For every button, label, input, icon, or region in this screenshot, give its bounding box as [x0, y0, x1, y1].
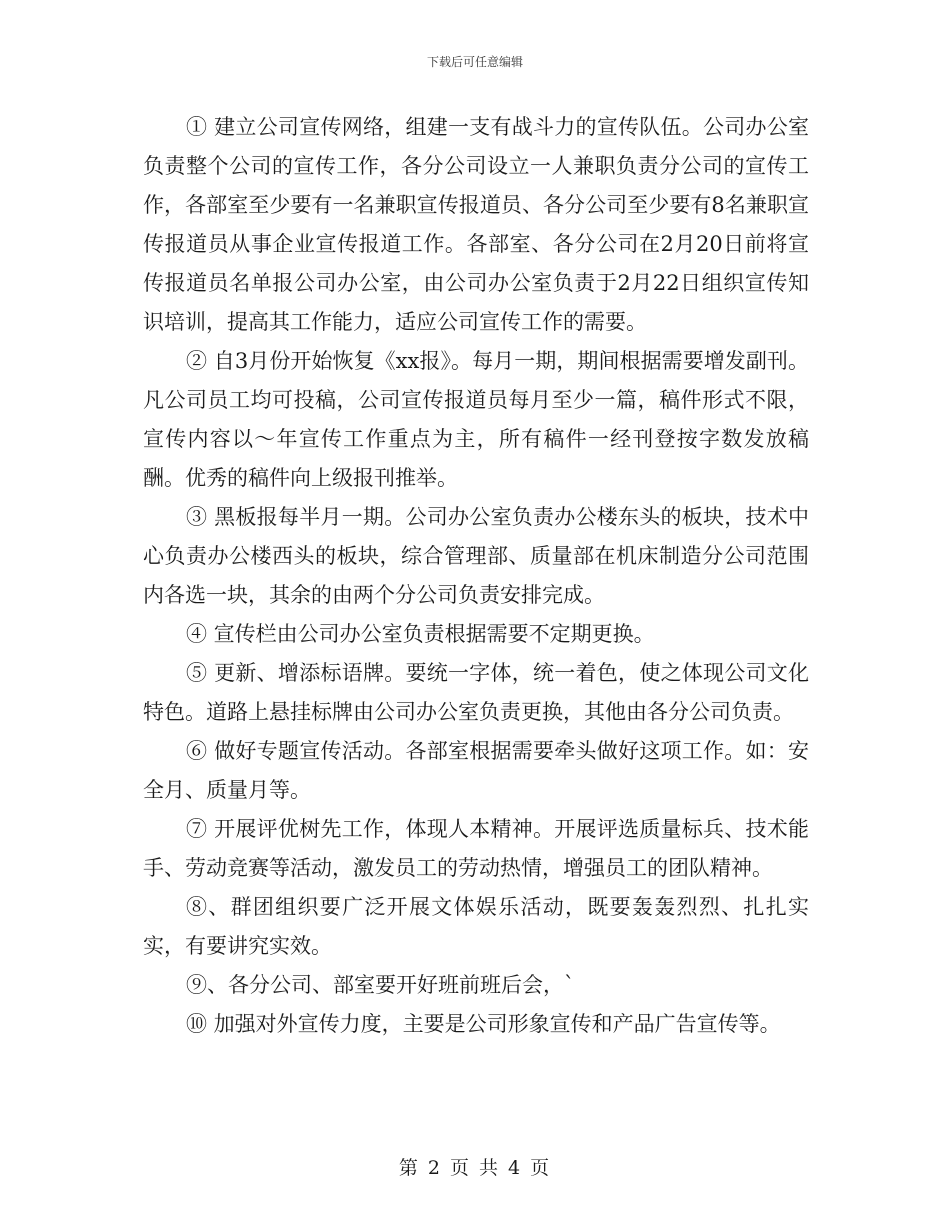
paragraph-5: ⑤ 更新、增添标语牌。要统一字体，统一着色，使之体现公司文化特色。道路上悬挂标牌由公司办公室负责更换，其他由各分公司负责。 — [143, 661, 809, 724]
paragraph-7: ⑦ 开展评优树先工作，体现人本精神。开展评选质量标兵、技术能手、劳动竞赛等活动，激发员工的劳动热情，增强员工的团队精神。 — [143, 817, 809, 880]
page-header: 下载后可任意编辑 — [426, 55, 523, 69]
paragraph-1: ① 建立公司宣传网络，组建一支有战斗力的宣传队伍。公司办公室负责整个公司的宣传工作，各分公司设立一人兼职负责分公司的宣传工作，各部室至少要有一名兼职宣传报道员、各分公司至少要有8名兼职宣传报道员从事企业宣传报道工作。各部室、各分公司在2月20日前将宣传报道员名单报公司办公室，由公司办公室负责于2月22日组织宣传知识培训，提高其工作能力，适应公司宣传工作的需要。 — [143, 115, 809, 334]
paragraph-3: ③ 黑板报每半月一期。公司办公室负责办公楼东头的板块，技术中心负责办公楼西头的板块，综合管理部、质量部在机床制造分公司范围内各选一块，其余的由两个分公司负责安排完成。 — [143, 505, 809, 607]
paragraph-8: ⑧、群团组织要广泛开展文体娱乐活动，既要轰轰烈烈、扎扎实实，有要讲究实效。 — [143, 895, 809, 958]
document-body — [143, 108, 809, 1044]
page-number-footer: 第 2 页 共 4 页 — [398, 1157, 552, 1179]
paragraph-10: ⑩ 加强对外宣传力度，主要是公司形象宣传和产品广告宣传等。 — [186, 1012, 781, 1036]
paragraph-2: ② 自3月份开始恢复《xx报》。每月一期，期间根据需要增发副刊。凡公司员工均可投稿，公司宣传报道员每月至少一篇，稿件形式不限，宣传内容以～年宣传工作重点为主，所有稿件一经刊登按字数发放稿酬。优秀的稿件向上级报刊推举。 — [143, 349, 809, 490]
paragraph-9: ⑨、各分公司、部室要开好班前班后会，` — [186, 973, 575, 997]
paragraph-4: ④ 宣传栏由公司办公室负责根据需要不定期更换。 — [186, 622, 655, 646]
paragraph-6: ⑥ 做好专题宣传活动。各部室根据需要牵头做好这项工作。如：安全月、质量月等。 — [143, 739, 809, 802]
